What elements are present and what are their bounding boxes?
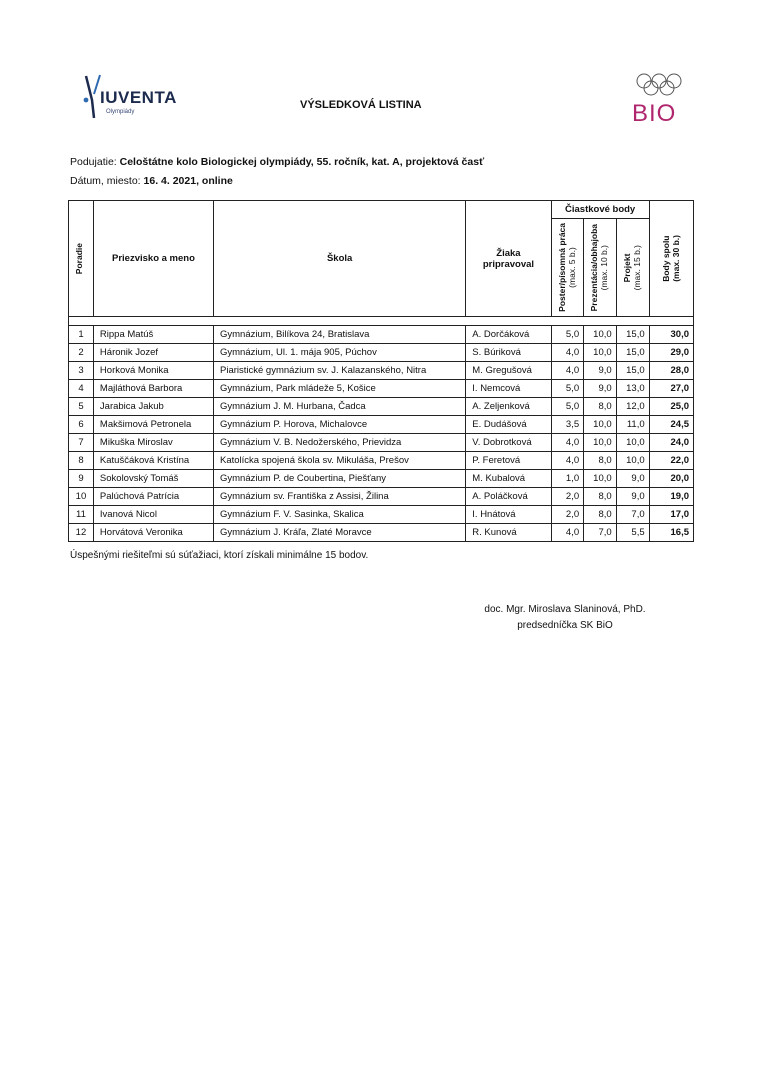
project-cell: 15,0 [616,344,649,362]
teacher-cell: M. Gregušová [466,362,551,380]
school-cell: Gymnázium P. Horova, Michalovce [214,416,466,434]
teacher-cell: E. Dudášová [466,416,551,434]
table-row [69,416,694,434]
rank-cell: 2 [69,344,94,362]
table-row [69,326,694,344]
name-cell: Makšimová Petronela [93,416,213,434]
header-partial-points: Čiastkové body [551,201,649,219]
teacher-cell: P. Feretová [466,452,551,470]
presentation-cell: 10,0 [584,416,617,434]
table-row [69,344,694,362]
rank-cell: 3 [69,362,94,380]
header-rank: Poradie [69,201,94,317]
project-cell: 12,0 [616,398,649,416]
school-cell: Piaristické gymnázium sv. J. Kalazanského, Nitra [214,362,466,380]
presentation-cell: 10,0 [584,326,617,344]
name-cell: Horková Monika [93,362,213,380]
rank-cell: 10 [69,488,94,506]
rank-cell: 12 [69,524,94,542]
rank-cell: 1 [69,326,94,344]
name-cell: Rippa Matúš [93,326,213,344]
header-teacher: Žiaka pripravoval [466,201,551,317]
rank-cell: 8 [69,452,94,470]
total-cell: 29,0 [649,344,693,362]
teacher-cell: A. Zeljenková [466,398,551,416]
rank-cell: 9 [69,470,94,488]
school-cell: Gymnázium F. V. Sasinka, Skalica [214,506,466,524]
date-label: Dátum, miesto: [70,175,141,187]
project-cell: 15,0 [616,326,649,344]
school-cell: Katolícka spojená škola sv. Mikuláša, Prešov [214,452,466,470]
name-cell: Sokolovský Tomáš [93,470,213,488]
poster-cell: 4,0 [551,524,584,542]
presentation-cell: 8,0 [584,452,617,470]
name-cell: Mikuška Miroslav [93,434,213,452]
date-value: 16. 4. 2021, online [143,175,233,187]
poster-cell: 3,5 [551,416,584,434]
header-poster: Poster/písomná práca (max. 5 b.) [551,219,584,317]
poster-cell: 5,0 [551,398,584,416]
presentation-cell: 10,0 [584,470,617,488]
teacher-cell: R. Kunová [466,524,551,542]
project-cell: 11,0 [616,416,649,434]
note-text: Úspešnými riešiteľmi sú súťažiaci, ktorí získali minimálne 15 bodov. [70,550,369,561]
iuventa-logo-text: IUVENTA [100,88,177,107]
presentation-cell: 10,0 [584,434,617,452]
school-cell: Gymnázium sv. Františka z Assisi, Žilina [214,488,466,506]
signature-role: predsedníčka SK BiO [517,620,613,631]
total-cell: 16,5 [649,524,693,542]
project-cell: 5,5 [616,524,649,542]
school-cell: Gymnázium P. de Coubertina, Piešťany [214,470,466,488]
project-cell: 9,0 [616,470,649,488]
poster-cell: 5,0 [551,326,584,344]
document-title: VÝSLEDKOVÁ LISTINA [300,99,422,111]
event-value: Celoštátne kolo Biologickej olympiády, 55. ročník, kat. A, projektová časť [119,156,485,168]
olympic-rings-icon [630,70,690,100]
table-row [69,398,694,416]
teacher-cell: A. Dorčáková [466,326,551,344]
iuventa-logo [82,74,202,124]
rank-cell: 5 [69,398,94,416]
rank-cell: 4 [69,380,94,398]
rank-cell: 11 [69,506,94,524]
total-cell: 17,0 [649,506,693,524]
school-cell: Gymnázium, Ul. 1. mája 905, Púchov [214,344,466,362]
project-cell: 10,0 [616,452,649,470]
poster-cell: 5,0 [551,380,584,398]
school-cell: Gymnázium J. M. Hurbana, Čadca [214,398,466,416]
table-row [69,470,694,488]
bio-logo-text: BIO [632,100,677,127]
presentation-cell: 9,0 [584,380,617,398]
rank-cell: 6 [69,416,94,434]
project-cell: 9,0 [616,488,649,506]
poster-cell: 4,0 [551,344,584,362]
name-cell: Jarabica Jakub [93,398,213,416]
rank-cell: 7 [69,434,94,452]
header-school: Škola [214,201,466,317]
header-presentation: Prezentácia/obhajoba (max. 10 b.) [584,219,617,317]
total-cell: 25,0 [649,398,693,416]
header-project: Projekt (max. 15 b.) [616,219,649,317]
name-cell: Palúchová Patrícia [93,488,213,506]
total-cell: 24,5 [649,416,693,434]
school-cell: Gymnázium V. B. Nedožerského, Prievidza [214,434,466,452]
presentation-cell: 10,0 [584,344,617,362]
signature-name: doc. Mgr. Miroslava Slaninová, PhD. [484,604,646,615]
table-row [69,524,694,542]
presentation-cell: 8,0 [584,488,617,506]
teacher-cell: I. Nemcová [466,380,551,398]
header-total: Body spolu (max. 30 b.) [649,201,693,317]
poster-cell: 2,0 [551,488,584,506]
total-cell: 19,0 [649,488,693,506]
school-cell: Gymnázium J. Kráľa, Zlaté Moravce [214,524,466,542]
event-label: Podujatie: [70,156,117,168]
project-cell: 13,0 [616,380,649,398]
teacher-cell: V. Dobrotková [466,434,551,452]
teacher-cell: I. Hnátová [466,506,551,524]
teacher-cell: M. Kubalová [466,470,551,488]
bio-logo [630,70,692,132]
table-row [69,506,694,524]
presentation-cell: 9,0 [584,362,617,380]
name-cell: Horvátová Veronika [93,524,213,542]
total-cell: 20,0 [649,470,693,488]
name-cell: Háronik Jozef [93,344,213,362]
table-row [69,452,694,470]
project-cell: 10,0 [616,434,649,452]
results-table [68,200,694,542]
teacher-cell: A. Poláčková [466,488,551,506]
table-row [69,488,694,506]
poster-cell: 4,0 [551,434,584,452]
presentation-cell: 7,0 [584,524,617,542]
name-cell: Majláthová Barbora [93,380,213,398]
poster-cell: 2,0 [551,506,584,524]
table-row [69,434,694,452]
poster-cell: 1,0 [551,470,584,488]
table-row [69,380,694,398]
school-cell: Gymnázium, Bilíkova 24, Bratislava [214,326,466,344]
table-row [69,362,694,380]
presentation-cell: 8,0 [584,506,617,524]
poster-cell: 4,0 [551,452,584,470]
presentation-cell: 8,0 [584,398,617,416]
date-line [70,175,233,187]
event-line [70,156,484,168]
header-name: Priezvisko a meno [93,201,213,317]
total-cell: 27,0 [649,380,693,398]
project-cell: 7,0 [616,506,649,524]
teacher-cell: S. Búriková [466,344,551,362]
project-cell: 15,0 [616,362,649,380]
name-cell: Katuščáková Kristína [93,452,213,470]
total-cell: 28,0 [649,362,693,380]
total-cell: 22,0 [649,452,693,470]
school-cell: Gymnázium, Park mládeže 5, Košice [214,380,466,398]
total-cell: 24,0 [649,434,693,452]
name-cell: Ivanová Nicol [93,506,213,524]
iuventa-logo-subtitle: Olympiády [106,109,135,115]
poster-cell: 4,0 [551,362,584,380]
total-cell: 30,0 [649,326,693,344]
